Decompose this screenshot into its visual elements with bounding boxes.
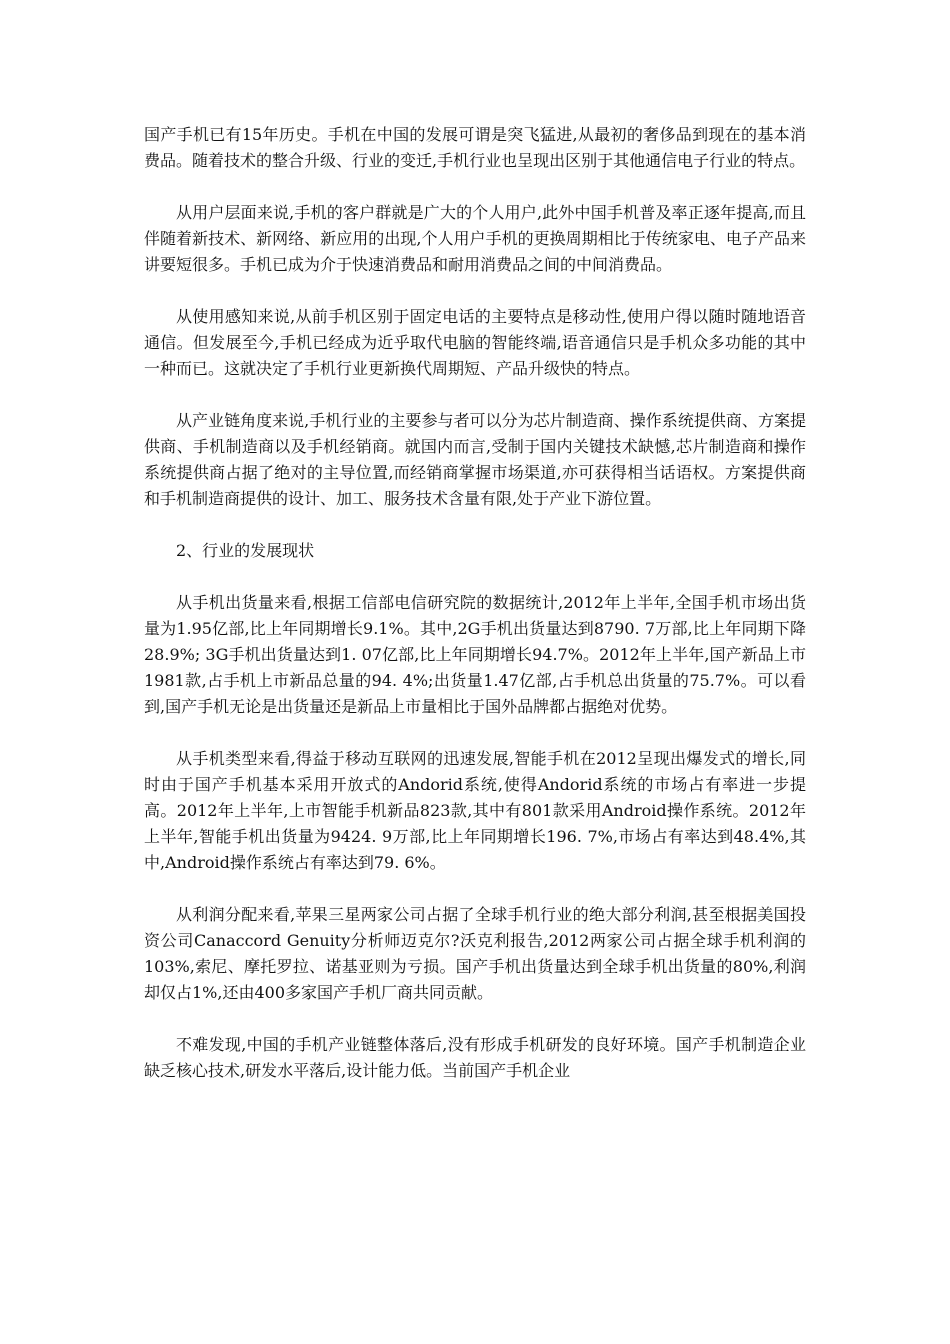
section-heading: 2、行业的发展现状 (176, 541, 315, 560)
document-page (144, 122, 806, 1084)
paragraph-conclusion: 不难发现,中国的手机产业链整体落后,没有形成手机研发的良好环境。国产手机制造企业缺乏核心技术,研发水平落后,设计能力低。当前国产手机企业 (144, 1035, 806, 1080)
paragraph-industry-chain: 从产业链角度来说,手机行业的主要参与者可以分为芯片制造商、操作系统提供商、方案提供商、手机制造商以及手机经销商。就国内而言,受制于国内关键技术缺憾,芯片制造商和操作系统提供商占据了绝对的主导位置,而经销商掌握市场渠道,亦可获得相当话语权。方案提供商和手机制造商提供的设计、加工、服务技术含量有限,处于产业下游位置。 (144, 411, 806, 508)
paragraph-intro: 国产手机已有15年历史。手机在中国的发展可谓是突飞猛进,从最初的奢侈品到现在的基本消费品。随着技术的整合升级、行业的变迁,手机行业也呈现出区别于其他通信电子行业的特点。 (144, 125, 806, 170)
paragraph-user-level: 从用户层面来说,手机的客户群就是广大的个人用户,此外中国手机普及率正逐年提高,而且伴随着新技术、新网络、新应用的出现,个人用户手机的更换周期相比于传统家电、电子产品来讲要短很多。手机已成为介于快速消费品和耐用消费品之间的中间消费品。 (144, 203, 806, 274)
paragraph-shipments: 从手机出货量来看,根据工信部电信研究院的数据统计,2012年上半年,全国手机市场出货量为1.95亿部,比上年同期增长9.1%。其中,2G手机出货量达到8790. 7万部,比上年同期下降28.9%; 3G手机出货量达到1. 07亿部,比上年同期增长94.7%。2012年上半年,国产新品上市1981款,占手机上市新品总量的94. 4%;出货量1.47亿部,占手机总出货量的75.7%。可以看到,国产手机无论是出货量还是新品上市量相比于国外品牌都占据绝对优势。 (144, 593, 806, 716)
paragraph-usage-perception: 从使用感知来说,从前手机区别于固定电话的主要特点是移动性,使用户得以随时随地语音通信。但发展至今,手机已经成为近乎取代电脑的智能终端,语音通信只是手机众多功能的其中一种而已。这就决定了手机行业更新换代周期短、产品升级快的特点。 (144, 307, 806, 378)
paragraph-profit-distribution: 从利润分配来看,苹果三星两家公司占据了全球手机行业的绝大部分利润,甚至根据美国投资公司Canaccord Genuity分析师迈克尔?沃克利报告,2012两家公司占据全球手机利润的103%,索尼、摩托罗拉、诺基亚则为亏损。国产手机出货量达到全球手机出货量的80%,利润却仅占1%,还由400多家国产手机厂商共同贡献。 (144, 905, 806, 1002)
paragraph-phone-types: 从手机类型来看,得益于移动互联网的迅速发展,智能手机在2012呈现出爆发式的增长,同时由于国产手机基本采用开放式的Andorid系统,使得Andorid系统的市场占有率进一步提高。2012年上半年,上市智能手机新品823款,其中有801款采用Android操作系统。2012年上半年,智能手机出货量为9424. 9万部,比上年同期增长196. 7%,市场占有率达到48.4%,其中,Android操作系统占有率达到79. 6%。 (144, 749, 806, 872)
